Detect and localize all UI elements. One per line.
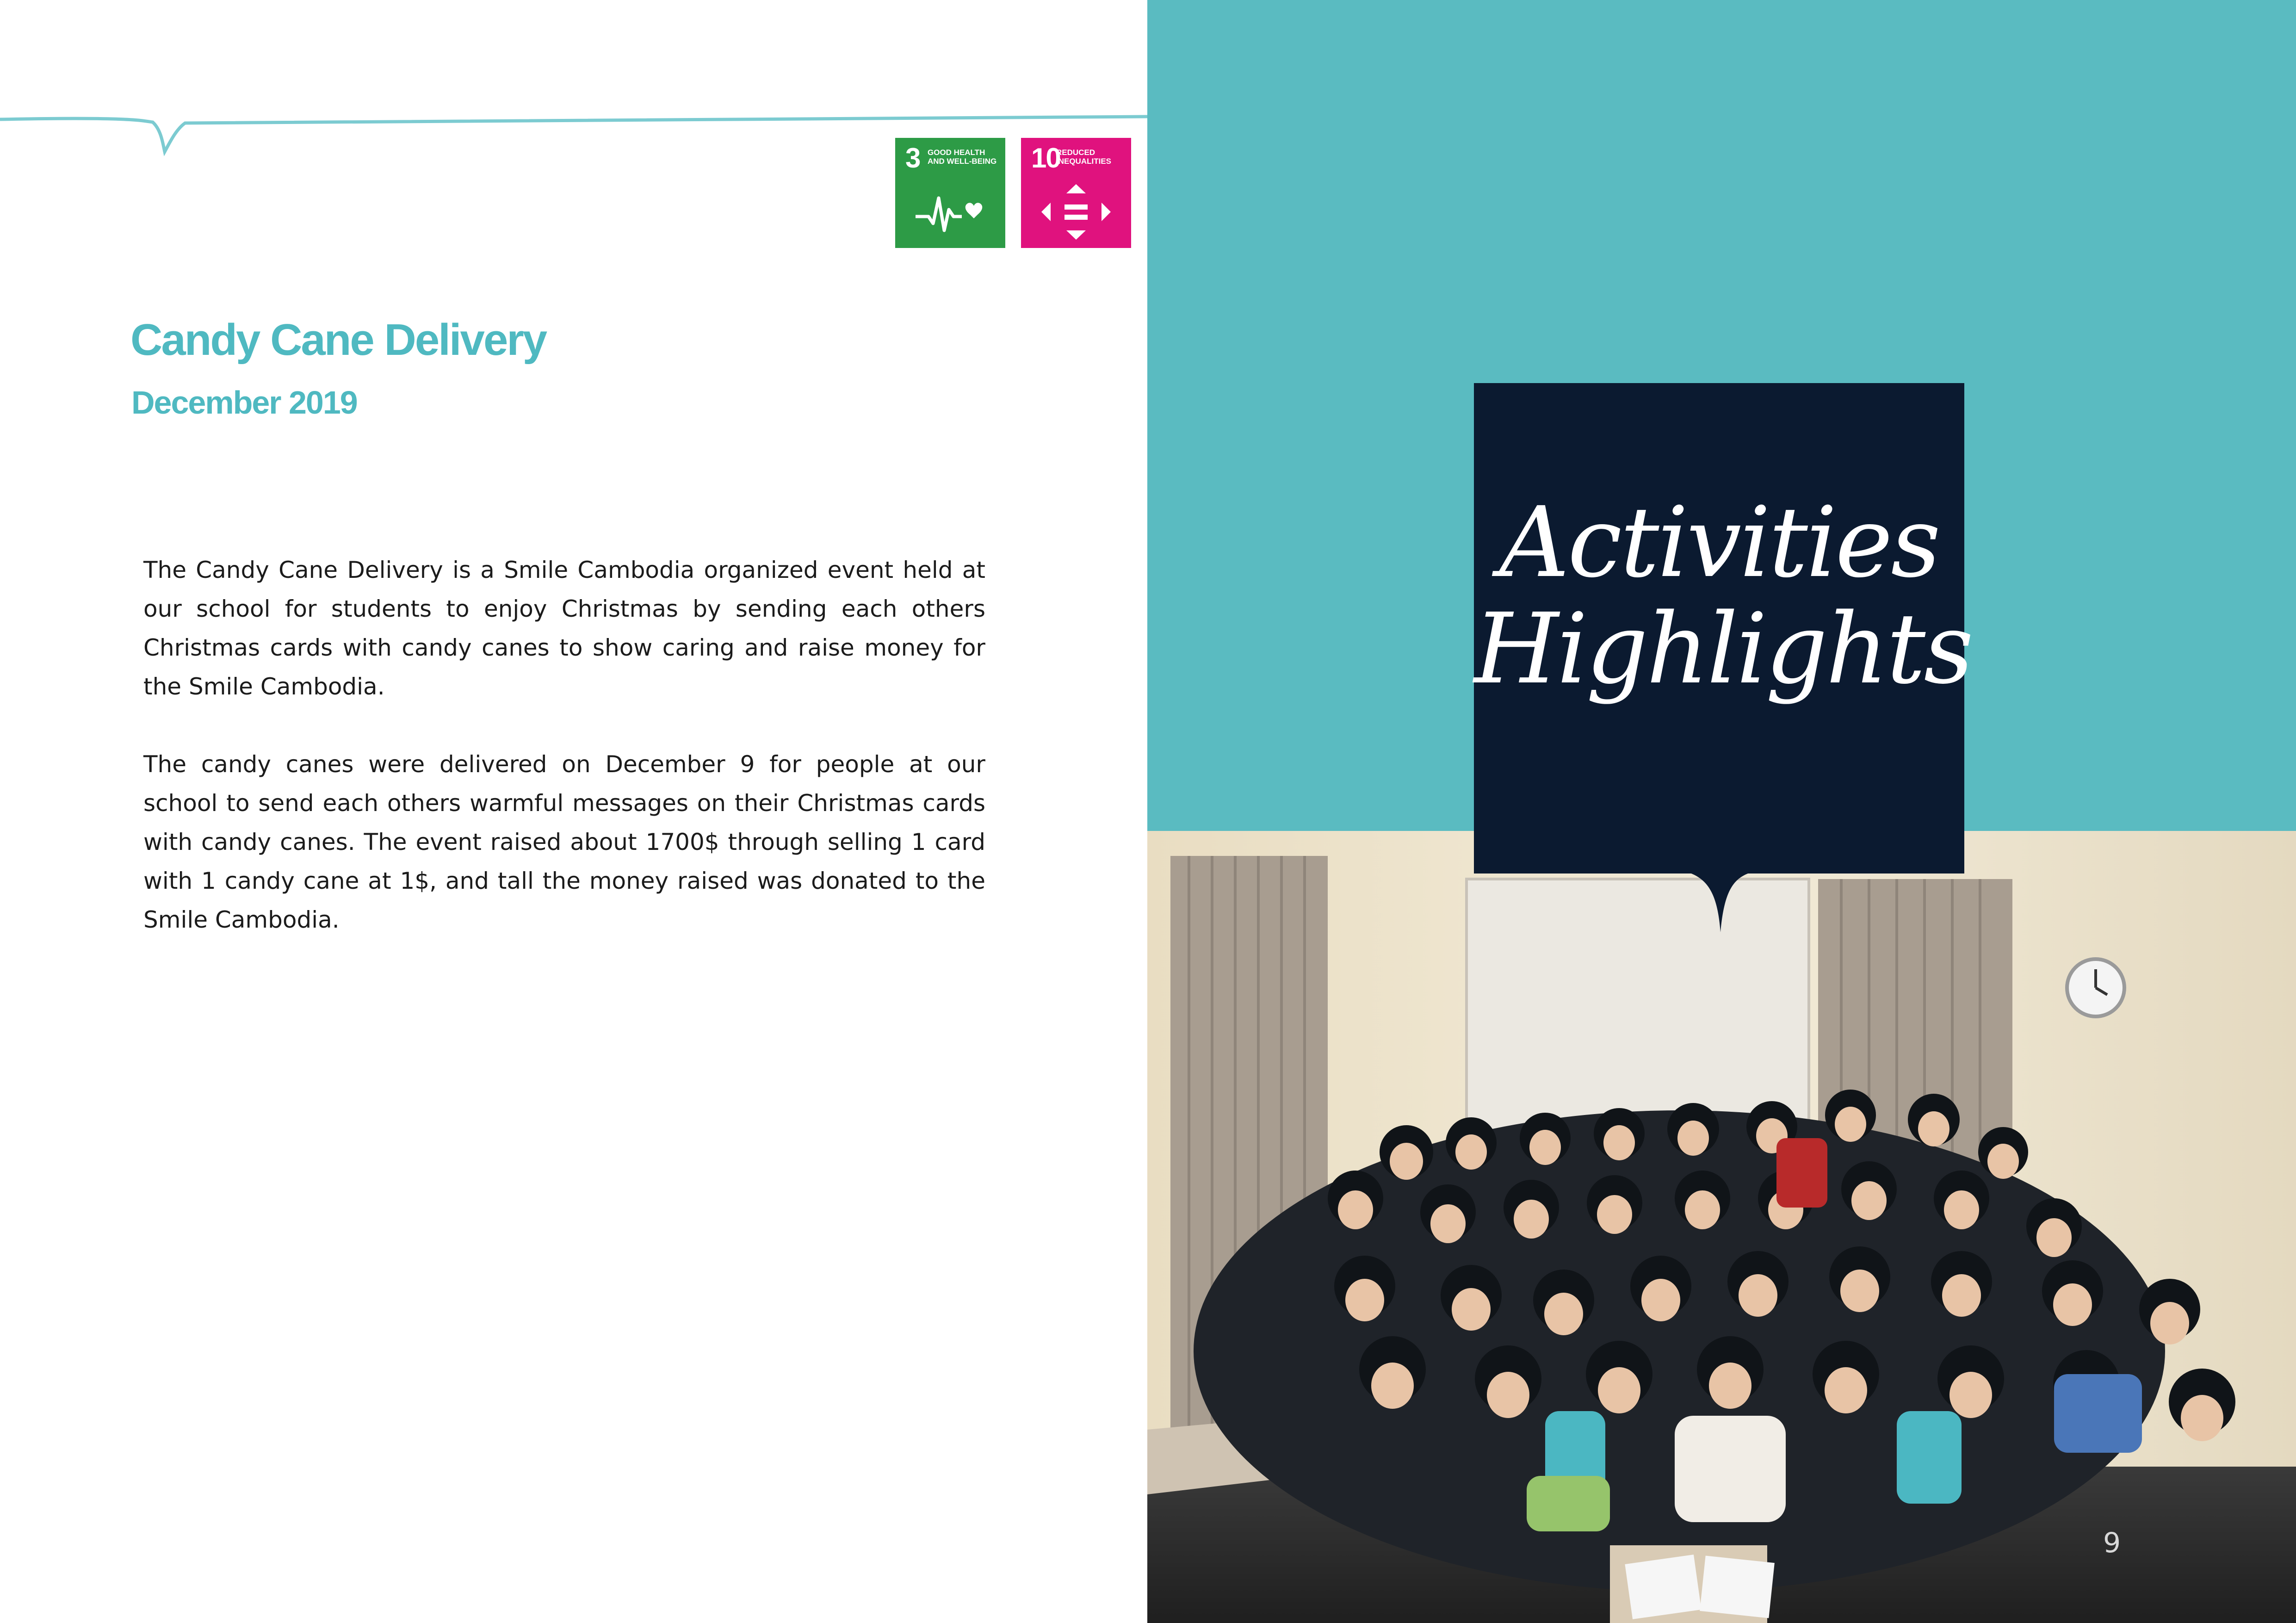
heartbeat-icon (916, 184, 985, 240)
article-title: Candy Cane Delivery (130, 315, 546, 365)
article-body (143, 551, 985, 978)
speech-bubble-tail (1687, 872, 1752, 932)
equality-arrows-icon (1041, 184, 1111, 240)
article-date: December 2019 (131, 384, 357, 421)
sdg-badge-label: REDUCED INEQUALITIES (1056, 148, 1112, 166)
left-page (0, 0, 1147, 1623)
page-number: 9 (2103, 1527, 2121, 1559)
sdg-badge-good-health (895, 138, 1005, 248)
sdg-badge-number: 10 (1031, 142, 1060, 173)
card-title (1474, 486, 1972, 706)
article-paragraph: The candy canes were delivered on December 9 for people at our school to send each others warmful messages on their Christmas cards with candy canes. The event raised about 1700$ through selling 1 card with 1 candy cane at 1$, and tall the money raised was donated to the Smile Cambodia. (143, 751, 985, 933)
card-title-line2: Highlights (1474, 592, 1972, 706)
group-photo-icon (1147, 819, 2296, 1623)
activities-highlights-card (1474, 383, 1972, 873)
sdg-badge-number: 3 (905, 142, 920, 173)
article-paragraph: The Candy Cane Delivery is a Smile Cambodia organized event held at our school for students to enjoy Christmas by sending each others Christmas cards with candy canes to show caring and raise money for the Smile Cambodia. (143, 557, 985, 700)
sdg-badge-label: GOOD HEALTH AND WELL-BEING (928, 148, 997, 166)
card-title-line1: Activities (1499, 486, 1939, 599)
sdg-badge-reduced-inequalities (1021, 138, 1131, 248)
